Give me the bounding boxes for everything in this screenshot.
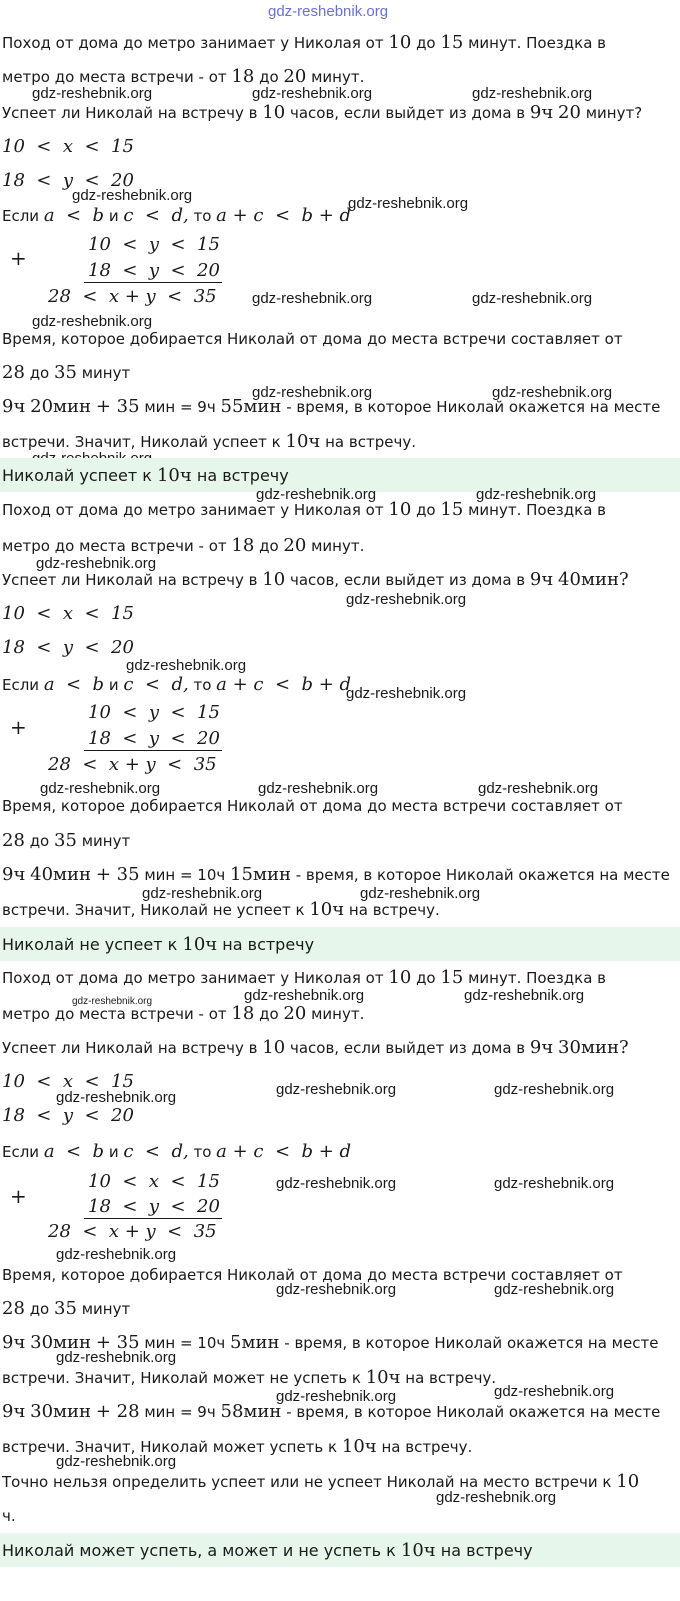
- sum-line: [84, 1218, 222, 1219]
- watermark: gdz-reshebnik.org: [476, 486, 597, 503]
- problem2-question-line2: метро до места встречи - от 18 до 20 минут.: [2, 535, 365, 556]
- watermark: gdz-reshebnik.org: [360, 885, 481, 902]
- watermark: gdz-reshebnik.org: [36, 555, 157, 572]
- watermark: gdz-reshebnik.org: [436, 1489, 557, 1506]
- problem3-time-range: 28 до 35 минут: [2, 1298, 131, 1319]
- problem3-calc2: 9ч 30мин + 28 мин = 9ч 58мин - время, в которое Николай окажется на месте: [2, 1401, 661, 1422]
- watermark: gdz-reshebnik.org: [32, 313, 153, 330]
- problem1-answer: Николай успеет к 10ч на встречу: [0, 458, 680, 492]
- problem1-time-text: Время, которое добирается Николай от дома до места встречи составляет от: [2, 330, 623, 348]
- problem1-inequality-y: 18 < y < 20: [2, 170, 134, 191]
- watermark: gdz-reshebnik.org: [276, 1081, 397, 1098]
- problem3-time-text: Время, которое добирается Николай от дома до места встречи составляет от: [2, 1266, 623, 1284]
- problem1-calc: 9ч 20мин + 35 мин = 9ч 55мин - время, в которое Николай окажется на месте: [2, 396, 661, 417]
- watermark: gdz-reshebnik.org: [256, 486, 377, 503]
- problem3-question-line3: Успеет ли Николай на встречу в 10 часов, если выйдет из дома в 9ч 30мин?: [2, 1037, 629, 1058]
- watermark: gdz-reshebnik.org: [346, 685, 467, 702]
- problem3-rule: Если a < b и c < d, то a + c < b + d: [2, 1141, 352, 1162]
- watermark: gdz-reshebnik.org: [252, 384, 373, 401]
- site-watermark-top[interactable]: gdz-reshebnik.org: [268, 3, 389, 20]
- problem3-question-line2: метро до места встречи - от 18 до 20 минут.: [2, 1003, 365, 1024]
- problem3-conclusion1: встречи. Значит, Николай может не успеть к 10ч на встречу.: [2, 1367, 497, 1388]
- watermark: gdz-reshebnik.org: [252, 290, 373, 307]
- problem1-inequality-x: 10 < x < 15: [2, 136, 134, 157]
- watermark: gdz-reshebnik.org: [464, 987, 585, 1004]
- problem3-sum-row3: 28 < x + y < 35: [48, 1221, 217, 1242]
- problem3-conclusion2: встречи. Значит, Николай может успеть к 10ч на встречу.: [2, 1436, 473, 1457]
- problem1-rule: Если a < b и c < d, то a + c < b + d: [2, 205, 352, 226]
- watermark: gdz-reshebnik.org: [494, 1081, 615, 1098]
- problem1-conclusion: встречи. Значит, Николай успеет к 10ч на встречу.: [2, 431, 416, 452]
- problem3-final-line2: ч.: [2, 1507, 16, 1525]
- watermark: gdz-reshebnik.org: [56, 1349, 177, 1366]
- problem3-sum-row2: 18 < y < 20: [88, 1196, 220, 1217]
- problem3-question-line1: Поход от дома до метро занимает у Николая от 10 до 15 минут. Поездка в: [2, 967, 607, 988]
- problem2-inequality-y: 18 < y < 20: [2, 637, 134, 658]
- problem2-sum-row3: 28 < x + y < 35: [48, 754, 217, 775]
- watermark: gdz-reshebnik.org: [72, 187, 193, 204]
- problem2-inequality-x: 10 < x < 15: [2, 603, 134, 624]
- problem3-inequality-x: 10 < x < 15: [2, 1071, 134, 1092]
- watermark: gdz-reshebnik.org: [40, 780, 161, 797]
- watermark: gdz-reshebnik.org: [472, 85, 593, 102]
- plus-sign: +: [10, 715, 27, 739]
- watermark: gdz-reshebnik.org: [346, 591, 467, 608]
- problem1-question-line2: метро до места встречи - от 18 до 20 минут.: [2, 66, 365, 87]
- problem2-sum-row1: 10 < y < 15: [88, 702, 220, 723]
- watermark: gdz-reshebnik.org: [494, 1281, 615, 1298]
- watermark: gdz-reshebnik.org: [142, 885, 263, 902]
- watermark: gdz-reshebnik.org: [32, 85, 153, 102]
- watermark: gdz-reshebnik.org: [126, 657, 247, 674]
- watermark: gdz-reshebnik.org: [348, 195, 469, 212]
- problem2-time-range: 28 до 35 минут: [2, 830, 131, 851]
- watermark: gdz-reshebnik.org: [244, 987, 365, 1004]
- watermark: gdz-reshebnik.org: [492, 384, 613, 401]
- watermark: gdz-reshebnik.org: [252, 85, 373, 102]
- problem1-question-line3: Успеет ли Николай на встречу в 10 часов, если выйдет из дома в 9ч 20 минут?: [2, 102, 643, 123]
- watermark: gdz-reshebnik.org: [56, 1246, 177, 1263]
- plus-sign: +: [10, 246, 27, 270]
- problem1-sum-row1: 10 < y < 15: [88, 234, 220, 255]
- problem3-inequality-y: 18 < y < 20: [2, 1105, 134, 1126]
- problem1-sum-row3: 28 < x + y < 35: [48, 286, 217, 307]
- problem2-sum-row2: 18 < y < 20: [88, 728, 220, 749]
- watermark: gdz-reshebnik.org: [56, 1089, 177, 1106]
- problem2-question-line3: Успеет ли Николай на встречу в 10 часов, если выйдет из дома в 9ч 40мин?: [2, 569, 629, 590]
- sum-line: [84, 750, 222, 751]
- problem1-question-line1: Поход от дома до метро занимает у Николая от 10 до 15 минут. Поездка в: [2, 32, 607, 53]
- watermark: gdz-reshebnik.org: [478, 780, 599, 797]
- watermark: gdz-reshebnik.org: [258, 780, 379, 797]
- watermark: gdz-reshebnik.org: [276, 1281, 397, 1298]
- sum-line: [84, 282, 222, 283]
- problem2-calc: 9ч 40мин + 35 мин = 10ч 15мин - время, в которое Николай окажется на месте: [2, 864, 670, 885]
- problem3-sum-row1: 10 < x < 15: [88, 1171, 220, 1192]
- watermark: gdz-reshebnik.org: [494, 1383, 615, 1400]
- problem3-calc1: 9ч 30мин + 35 мин = 10ч 5мин - время, в которое Николай окажется на месте: [2, 1332, 659, 1353]
- problem3-answer: Николай может успеть, а может и не успеть к 10ч на встречу: [0, 1533, 680, 1567]
- problem3-final-line1: Точно нельзя определить успеет или не успеет Николай на место встречи к 10: [2, 1471, 640, 1492]
- watermark: gdz-reshebnik.org: [72, 996, 153, 1007]
- problem1-sum-row2: 18 < y < 20: [88, 260, 220, 281]
- watermark: gdz-reshebnik.org: [472, 290, 593, 307]
- watermark: gdz-reshebnik.org: [56, 1453, 177, 1470]
- problem2-answer: Николай не успеет к 10ч на встречу: [0, 927, 680, 961]
- problem1-time-range: 28 до 35 минут: [2, 362, 131, 383]
- problem2-time-text: Время, которое добирается Николай от дома до места встречи составляет от: [2, 797, 623, 815]
- problem2-question-line1: Поход от дома до метро занимает у Николая от 10 до 15 минут. Поездка в: [2, 499, 607, 520]
- problem2-rule: Если a < b и c < d, то a + c < b + d: [2, 674, 352, 695]
- watermark: gdz-reshebnik.org: [276, 1175, 397, 1192]
- plus-sign: +: [10, 1184, 27, 1208]
- watermark: gdz-reshebnik.org: [494, 1175, 615, 1192]
- problem2-conclusion: встречи. Значит, Николай не успеет к 10ч на встречу.: [2, 899, 440, 920]
- watermark: gdz-reshebnik.org: [276, 1388, 397, 1405]
